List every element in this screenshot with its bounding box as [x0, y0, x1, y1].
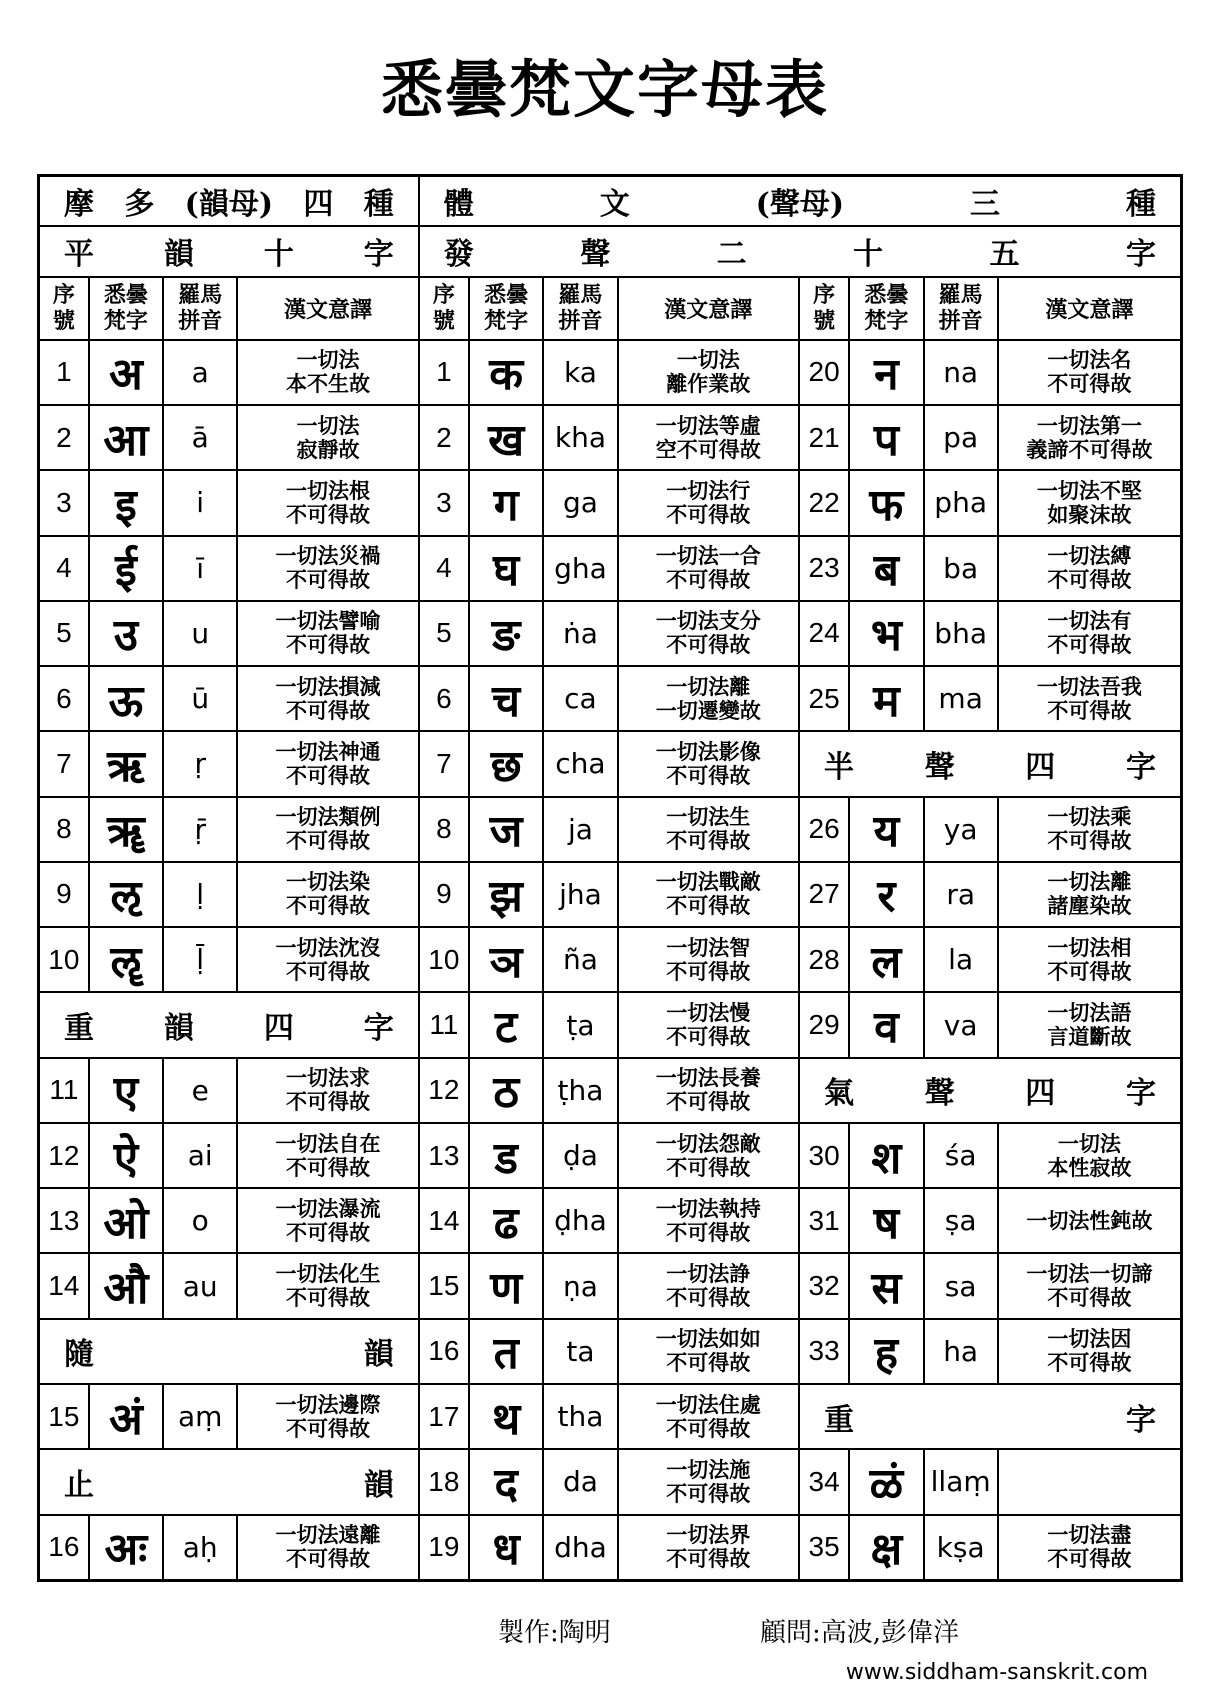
compound-section [799, 1384, 1182, 1449]
consonant-number: 9 [419, 862, 469, 927]
vowel-number: 7 [39, 731, 89, 796]
consonant-number: 28 [799, 927, 849, 992]
vowel-number: 16 [39, 1515, 89, 1581]
consonant-siddham-glyph: य [849, 797, 923, 862]
vowel-meaning: 一切法類例 不可得故 [237, 797, 418, 862]
table-row [39, 666, 1182, 731]
vowel-roman: au [163, 1253, 237, 1318]
consonant-number: 21 [799, 405, 849, 470]
consonant-number: 22 [799, 470, 849, 535]
consonant-number: 29 [799, 992, 849, 1057]
consonant-siddham-glyph: व [849, 992, 923, 1057]
vowel-number: 8 [39, 797, 89, 862]
vowel-siddham-glyph: अं [89, 1384, 163, 1449]
consonant-number: 34 [799, 1449, 849, 1514]
vowel-group-header-word: 多 [124, 187, 155, 223]
consonant-number: 3 [419, 470, 469, 535]
consonant-siddham-glyph: प [849, 405, 923, 470]
sibilants-section-word: 四 [1025, 1076, 1056, 1112]
consonant-meaning: 一切法諍 不可得故 [618, 1253, 799, 1318]
consonant-number: 26 [799, 797, 849, 862]
column-header-siddham: 悉曇 梵字 [89, 277, 163, 340]
consonant-meaning: 一切法住處 不可得故 [618, 1384, 799, 1449]
consonant-number: 18 [419, 1449, 469, 1514]
vowel-siddham-glyph: ई [89, 536, 163, 601]
alphabet-table [37, 174, 1183, 1582]
vowel-roman: u [163, 601, 237, 666]
heavy-vowels-section [39, 992, 419, 1057]
consonant-roman: cha [543, 731, 617, 796]
column-header-roman: 羅馬 拼音 [163, 277, 237, 340]
column-header-siddham: 悉曇 梵字 [849, 277, 923, 340]
consonant-number: 35 [799, 1515, 849, 1581]
table-row [39, 1253, 1182, 1318]
consonant-siddham-glyph: ठ [469, 1058, 543, 1123]
table-row [39, 1319, 1182, 1384]
page-title: 悉曇梵文字母表 [380, 53, 829, 126]
consonant-number: 25 [799, 666, 849, 731]
table-row [39, 797, 1182, 862]
consonant-group-header-word: 體 [443, 187, 474, 223]
consonant-subheader-word: 字 [1126, 237, 1156, 273]
semivowels-section-word: 四 [1025, 749, 1056, 785]
sibilants-section-word: 氣 [823, 1076, 854, 1112]
vowel-number: 11 [39, 1058, 89, 1123]
consonant-siddham-glyph: झ [469, 862, 543, 927]
vowel-meaning: 一切法瀑流 不可得故 [237, 1188, 418, 1253]
consonant-group-header [419, 176, 1182, 227]
consonant-siddham-glyph: च [469, 666, 543, 731]
consonant-siddham-glyph: ख [469, 405, 543, 470]
vowel-siddham-glyph: औ [89, 1253, 163, 1318]
vowel-roman: ū [163, 666, 237, 731]
consonant-roman: ña [543, 927, 617, 992]
consonant-roman: ma [924, 666, 998, 731]
consonant-meaning: 一切法吾我 不可得故 [998, 666, 1182, 731]
consonant-siddham-glyph: घ [469, 536, 543, 601]
consonant-roman: ṇa [543, 1253, 617, 1318]
heavy-vowels-section-word: 四 [263, 1011, 294, 1046]
consonant-meaning: 一切法戰敵 不可得故 [618, 862, 799, 927]
consonant-roman: pa [924, 405, 998, 470]
consonant-roman: ṭha [543, 1058, 617, 1123]
vowel-roman: o [163, 1188, 237, 1253]
table-row [39, 470, 1182, 535]
vowel-meaning: 一切法求 不可得故 [237, 1058, 418, 1123]
visarga-section [39, 1449, 419, 1514]
vowel-siddham-glyph: आ [89, 405, 163, 470]
consonant-number: 33 [799, 1319, 849, 1384]
consonant-meaning: 一切法長養 不可得故 [618, 1058, 799, 1123]
column-header-number: 序 號 [419, 277, 469, 340]
consonant-group-header-word: 三 [970, 187, 1001, 223]
consonant-number: 27 [799, 862, 849, 927]
consonant-roman: ya [924, 797, 998, 862]
consonant-siddham-glyph: ङ [469, 601, 543, 666]
consonant-meaning: 一切法慢 不可得故 [618, 992, 799, 1057]
vowel-siddham-glyph: ॡ [89, 927, 163, 992]
table-row [39, 1449, 1182, 1514]
consonant-meaning: 一切法性鈍故 [998, 1188, 1182, 1253]
anusvara-section-word: 隨 [64, 1337, 94, 1373]
compound-section-word: 字 [1126, 1402, 1156, 1438]
vowel-roman: e [163, 1058, 237, 1123]
consonant-number: 10 [419, 927, 469, 992]
consonant-group-header-word: (聲母) [755, 187, 845, 223]
consonant-roman: ṭa [543, 992, 617, 1057]
consonant-meaning: 一切法縛 不可得故 [998, 536, 1182, 601]
table-row [39, 601, 1182, 666]
consonant-roman: va [924, 992, 998, 1057]
vowel-meaning: 一切法根 不可得故 [237, 470, 418, 535]
consonant-number: 23 [799, 536, 849, 601]
consonant-meaning: 一切法等虛 空不可得故 [618, 405, 799, 470]
vowel-number: 12 [39, 1123, 89, 1188]
website-url: www.siddham-sanskrit.com [845, 1660, 1148, 1685]
consonant-siddham-glyph: न [849, 340, 923, 405]
heavy-vowels-section-word: 字 [363, 1011, 394, 1046]
consonant-meaning: 一切法離 諸塵染故 [998, 862, 1182, 927]
table-row [39, 927, 1182, 992]
consonant-number: 7 [419, 731, 469, 796]
consonant-roman: da [543, 1449, 617, 1514]
consonant-siddham-glyph: श [849, 1123, 923, 1188]
vowel-siddham-glyph: इ [89, 470, 163, 535]
consonant-roman: ḍha [543, 1188, 617, 1253]
vowel-roman: ḷ [163, 862, 237, 927]
vowel-subheader-word: 韻 [163, 237, 194, 273]
consonant-siddham-glyph: ज [469, 797, 543, 862]
consonant-meaning: 一切法因 不可得故 [998, 1319, 1182, 1384]
consonant-meaning: 一切法界 不可得故 [618, 1515, 799, 1581]
heavy-vowels-section-word: 韻 [163, 1011, 194, 1046]
consonant-siddham-glyph: छ [469, 731, 543, 796]
consonant-roman: ca [543, 666, 617, 731]
consonant-number: 6 [419, 666, 469, 731]
sibilants-section-word: 聲 [924, 1076, 955, 1112]
vowel-meaning: 一切法譬喻 不可得故 [237, 601, 418, 666]
consonant-siddham-glyph: ळं [849, 1449, 923, 1514]
consonant-subheader-word: 發 [443, 237, 474, 273]
vowel-roman: i [163, 470, 237, 535]
consonant-siddham-glyph: म [849, 666, 923, 731]
consonant-roman: na [924, 340, 998, 405]
consonant-roman: ba [924, 536, 998, 601]
consonant-roman: ra [924, 862, 998, 927]
consonant-roman: śa [924, 1123, 998, 1188]
consonant-siddham-glyph: ढ [469, 1188, 543, 1253]
table-row [39, 1123, 1182, 1188]
vowel-siddham-glyph: ऊ [89, 666, 163, 731]
vowel-roman: ī [163, 536, 237, 601]
consonant-number: 5 [419, 601, 469, 666]
table-row [39, 1058, 1182, 1123]
consonant-subheader-word: 聲 [580, 237, 611, 273]
table-row [39, 862, 1182, 927]
vowel-subheader-word: 平 [64, 237, 94, 273]
consonant-roman: bha [924, 601, 998, 666]
vowel-siddham-glyph: ऌ [89, 862, 163, 927]
compound-section-word: 重 [823, 1402, 854, 1438]
vowel-meaning: 一切法 本不生故 [237, 340, 418, 405]
vowel-group-header-word: 四 [303, 187, 334, 223]
consonant-meaning: 一切法怨敵 不可得故 [618, 1123, 799, 1188]
column-header-siddham: 悉曇 梵字 [469, 277, 543, 340]
consonant-roman: dha [543, 1515, 617, 1581]
column-header-roman: 羅馬 拼音 [924, 277, 998, 340]
column-header-number: 序 號 [799, 277, 849, 340]
vowel-number: 1 [39, 340, 89, 405]
visarga-section-word: 止 [64, 1467, 94, 1503]
consonant-number: 16 [419, 1319, 469, 1384]
consonant-siddham-glyph: भ [849, 601, 923, 666]
consonant-number: 8 [419, 797, 469, 862]
consonant-siddham-glyph: द [469, 1449, 543, 1514]
consonant-number: 20 [799, 340, 849, 405]
consonant-meaning: 一切法施 不可得故 [618, 1449, 799, 1514]
table-row [39, 992, 1182, 1057]
consonant-siddham-glyph: फ [849, 470, 923, 535]
consonant-meaning [998, 1449, 1182, 1514]
vowel-meaning: 一切法自在 不可得故 [237, 1123, 418, 1188]
table-row [39, 1384, 1182, 1449]
consonant-meaning: 一切法 離作業故 [618, 340, 799, 405]
anusvara-section-word: 韻 [363, 1337, 394, 1373]
sibilants-section [799, 1058, 1182, 1123]
consonant-roman: gha [543, 536, 617, 601]
vowel-number: 15 [39, 1384, 89, 1449]
vowel-siddham-glyph: उ [89, 601, 163, 666]
consonant-meaning: 一切法行 不可得故 [618, 470, 799, 535]
consonant-subheader-word: 十 [853, 237, 884, 273]
vowel-number: 6 [39, 666, 89, 731]
consonant-roman: ṅa [543, 601, 617, 666]
consonant-number: 31 [799, 1188, 849, 1253]
vowel-number: 13 [39, 1188, 89, 1253]
vowel-siddham-glyph: ऐ [89, 1123, 163, 1188]
vowel-number: 4 [39, 536, 89, 601]
consonant-number: 24 [799, 601, 849, 666]
advisor-credit: 顧問:高波,彭偉洋 [760, 1618, 960, 1648]
vowel-group-header-word: 種 [363, 187, 394, 223]
table-row [39, 1515, 1182, 1581]
semivowels-section-word: 半 [823, 749, 854, 785]
vowel-meaning: 一切法損減 不可得故 [237, 666, 418, 731]
maker-credit: 製作:陶明 [498, 1618, 611, 1648]
consonant-roman: ga [543, 470, 617, 535]
vowel-group-header [39, 176, 419, 227]
consonant-roman: kṣa [924, 1515, 998, 1581]
table-row [39, 1188, 1182, 1253]
consonant-number: 17 [419, 1384, 469, 1449]
consonant-number: 2 [419, 405, 469, 470]
consonant-siddham-glyph: ड [469, 1123, 543, 1188]
vowel-group-header-word: 摩 [64, 187, 94, 223]
vowel-roman: ṝ [163, 797, 237, 862]
consonant-siddham-glyph: ट [469, 992, 543, 1057]
vowel-siddham-glyph: ऋ [89, 731, 163, 796]
vowel-number: 3 [39, 470, 89, 535]
consonant-number: 32 [799, 1253, 849, 1318]
table-row [39, 731, 1182, 796]
vowel-subheader [39, 226, 419, 277]
consonant-subheader-word: 二 [716, 237, 747, 273]
consonant-siddham-glyph: क्ष [849, 1515, 923, 1581]
table-row [39, 340, 1182, 405]
consonant-meaning: 一切法智 不可得故 [618, 927, 799, 992]
consonant-siddham-glyph: ध [469, 1515, 543, 1581]
vowel-number: 14 [39, 1253, 89, 1318]
consonant-roman: llaṃ [924, 1449, 998, 1514]
consonant-roman: ka [543, 340, 617, 405]
consonant-siddham-glyph: ग [469, 470, 543, 535]
vowel-siddham-glyph: अः [89, 1515, 163, 1581]
heavy-vowels-section-word: 重 [64, 1011, 94, 1046]
consonant-meaning: 一切法影像 不可得故 [618, 731, 799, 796]
vowel-group-header-word: (韻母) [184, 187, 274, 223]
consonant-number: 13 [419, 1123, 469, 1188]
vowel-number: 5 [39, 601, 89, 666]
vowel-siddham-glyph: ए [89, 1058, 163, 1123]
vowel-roman: ṛ [163, 731, 237, 796]
vowel-roman: aḥ [163, 1515, 237, 1581]
column-header-meaning: 漢文意譯 [998, 277, 1182, 340]
column-header-meaning: 漢文意譯 [618, 277, 799, 340]
visarga-section-word: 韻 [363, 1467, 394, 1503]
consonant-meaning: 一切法一切諦 不可得故 [998, 1253, 1182, 1318]
consonant-meaning: 一切法如如 不可得故 [618, 1319, 799, 1384]
vowel-meaning: 一切法 寂靜故 [237, 405, 418, 470]
consonant-group-header-word: 種 [1126, 187, 1156, 223]
consonant-meaning: 一切法 本性寂故 [998, 1123, 1182, 1188]
consonant-number: 30 [799, 1123, 849, 1188]
semivowels-section-word: 字 [1125, 749, 1156, 785]
column-header-number: 序 號 [39, 277, 89, 340]
vowel-roman: ai [163, 1123, 237, 1188]
consonant-number: 1 [419, 340, 469, 405]
vowel-meaning: 一切法化生 不可得故 [237, 1253, 418, 1318]
consonant-roman: jha [543, 862, 617, 927]
consonant-siddham-glyph: ण [469, 1253, 543, 1318]
consonant-meaning: 一切法名 不可得故 [998, 340, 1182, 405]
vowel-meaning: 一切法染 不可得故 [237, 862, 418, 927]
vowel-siddham-glyph: ओ [89, 1188, 163, 1253]
sibilants-section-word: 字 [1125, 1076, 1156, 1112]
consonant-number: 12 [419, 1058, 469, 1123]
consonant-siddham-glyph: ह [849, 1319, 923, 1384]
column-header-meaning: 漢文意譯 [237, 277, 418, 340]
consonant-roman: pha [924, 470, 998, 535]
consonant-number: 14 [419, 1188, 469, 1253]
consonant-meaning: 一切法乘 不可得故 [998, 797, 1182, 862]
consonant-siddham-glyph: थ [469, 1384, 543, 1449]
vowel-number: 9 [39, 862, 89, 927]
consonant-number: 15 [419, 1253, 469, 1318]
table-row [39, 536, 1182, 601]
consonant-meaning: 一切法語 言道斷故 [998, 992, 1182, 1057]
consonant-siddham-glyph: र [849, 862, 923, 927]
vowel-meaning: 一切法沈沒 不可得故 [237, 927, 418, 992]
vowel-meaning: 一切法神通 不可得故 [237, 731, 418, 796]
consonant-meaning: 一切法有 不可得故 [998, 601, 1182, 666]
column-header-roman: 羅馬 拼音 [543, 277, 617, 340]
semivowels-section-word: 聲 [924, 749, 955, 785]
vowel-roman: a [163, 340, 237, 405]
consonant-number: 19 [419, 1515, 469, 1581]
consonant-roman: tha [543, 1384, 617, 1449]
consonant-meaning: 一切法離 一切遷變故 [618, 666, 799, 731]
vowel-meaning: 一切法遠離 不可得故 [237, 1515, 418, 1581]
consonant-roman: sa [924, 1253, 998, 1318]
vowel-roman: aṃ [163, 1384, 237, 1449]
consonant-roman: ta [543, 1319, 617, 1384]
consonant-group-header-word: 文 [599, 187, 630, 223]
consonant-subheader-word: 五 [989, 237, 1020, 273]
vowel-subheader-word: 十 [263, 237, 294, 273]
consonant-meaning: 一切法生 不可得故 [618, 797, 799, 862]
vowel-roman: ḹ [163, 927, 237, 992]
consonant-meaning: 一切法執持 不可得故 [618, 1188, 799, 1253]
consonant-siddham-glyph: ष [849, 1188, 923, 1253]
consonant-roman: ja [543, 797, 617, 862]
consonant-number: 11 [419, 992, 469, 1057]
vowel-roman: ā [163, 405, 237, 470]
consonant-siddham-glyph: क [469, 340, 543, 405]
consonant-meaning: 一切法盡 不可得故 [998, 1515, 1182, 1581]
vowel-siddham-glyph: अ [89, 340, 163, 405]
consonant-siddham-glyph: ल [849, 927, 923, 992]
consonant-siddham-glyph: ब [849, 536, 923, 601]
semivowels-section [799, 731, 1182, 796]
consonant-meaning: 一切法第一 義諦不可得故 [998, 405, 1182, 470]
vowel-number: 10 [39, 927, 89, 992]
consonant-siddham-glyph: त [469, 1319, 543, 1384]
vowel-number: 2 [39, 405, 89, 470]
consonant-siddham-glyph: स [849, 1253, 923, 1318]
vowel-subheader-word: 字 [363, 237, 394, 273]
vowel-siddham-glyph: ॠ [89, 797, 163, 862]
consonant-roman: kha [543, 405, 617, 470]
table-row [39, 405, 1182, 470]
consonant-meaning: 一切法不堅 如聚沫故 [998, 470, 1182, 535]
consonant-subheader [419, 226, 1182, 277]
consonant-roman: ḍa [543, 1123, 617, 1188]
consonant-meaning: 一切法支分 不可得故 [618, 601, 799, 666]
consonant-roman: ṣa [924, 1188, 998, 1253]
vowel-meaning: 一切法災禍 不可得故 [237, 536, 418, 601]
consonant-roman: ha [924, 1319, 998, 1384]
consonant-meaning: 一切法一合 不可得故 [618, 536, 799, 601]
anusvara-section [39, 1319, 419, 1384]
vowel-meaning: 一切法邊際 不可得故 [237, 1384, 418, 1449]
consonant-number: 4 [419, 536, 469, 601]
consonant-meaning: 一切法相 不可得故 [998, 927, 1182, 992]
consonant-siddham-glyph: ञ [469, 927, 543, 992]
consonant-roman: la [924, 927, 998, 992]
